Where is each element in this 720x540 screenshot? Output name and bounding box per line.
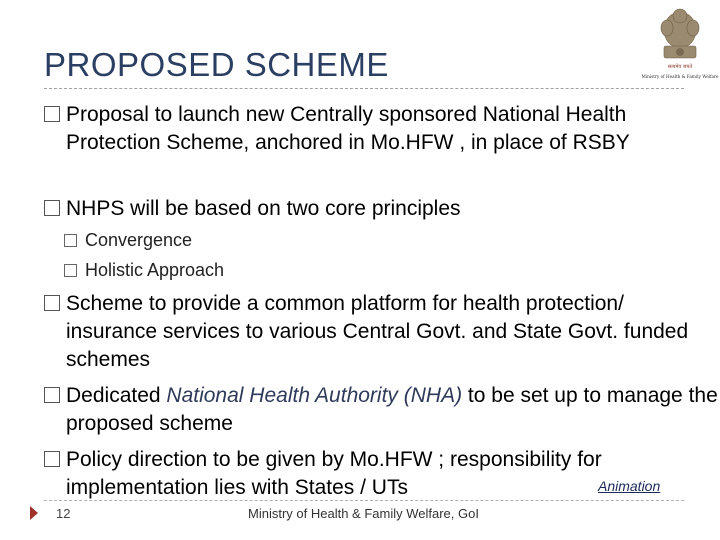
title-divider — [44, 88, 684, 89]
bullet-item — [44, 195, 461, 223]
bullet-text-pre: Dedicated — [66, 384, 167, 407]
bullet-box-icon — [44, 200, 60, 216]
bullet-box-icon — [44, 295, 60, 311]
animation-link[interactable]: Animation — [598, 478, 661, 494]
sub-bullet-item — [64, 258, 224, 282]
bullet-item — [44, 382, 720, 438]
slide-title: PROPOSED SCHEME — [44, 46, 389, 83]
bullet-text-post: to be set up to manage the proposed scheme — [66, 384, 718, 435]
bullet-text — [66, 382, 720, 438]
bullet-item — [44, 446, 684, 502]
emblem-caption: Ministry of Health & Family Welfare — [641, 74, 719, 79]
bullet-text: Proposal to launch new Centrally sponsored National Health Protection Scheme, anchored in Mo.HFW , in place of RSBY — [66, 103, 630, 154]
sub-bullet-box-icon — [64, 234, 77, 247]
national-emblem-icon — [640, 2, 720, 86]
bullet-text: NHPS will be based on two core principles — [66, 197, 461, 220]
sub-bullet-item — [64, 228, 192, 252]
bullet-text: Scheme to provide a common platform for health protection/ insurance services to various Central Govt. and State Govt. funded schemes — [66, 292, 689, 371]
bullet-box-icon — [44, 451, 60, 467]
nha-highlight: National Health Authority (NHA) — [166, 384, 463, 407]
bullet-item — [44, 290, 720, 374]
bullet-box-icon — [44, 106, 60, 122]
page-number: 12 — [56, 506, 71, 521]
bullet-box-icon — [44, 387, 60, 403]
slide-marker-icon — [30, 506, 38, 520]
sub-bullet-box-icon — [64, 264, 77, 277]
footer-text: Ministry of Health & Family Welfare, GoI — [248, 506, 479, 521]
bullet-item — [44, 101, 720, 157]
footer-divider — [44, 500, 684, 501]
sub-bullet-text: Holistic Approach — [85, 260, 225, 280]
svg-text:सत्यमेव जयते: सत्यमेव जयते — [667, 64, 693, 70]
sub-bullet-text: Convergence — [85, 230, 193, 250]
bullet-text: Policy direction to be given by Mo.HFW ; responsibility for implementation lies with States / UTs — [66, 448, 602, 499]
